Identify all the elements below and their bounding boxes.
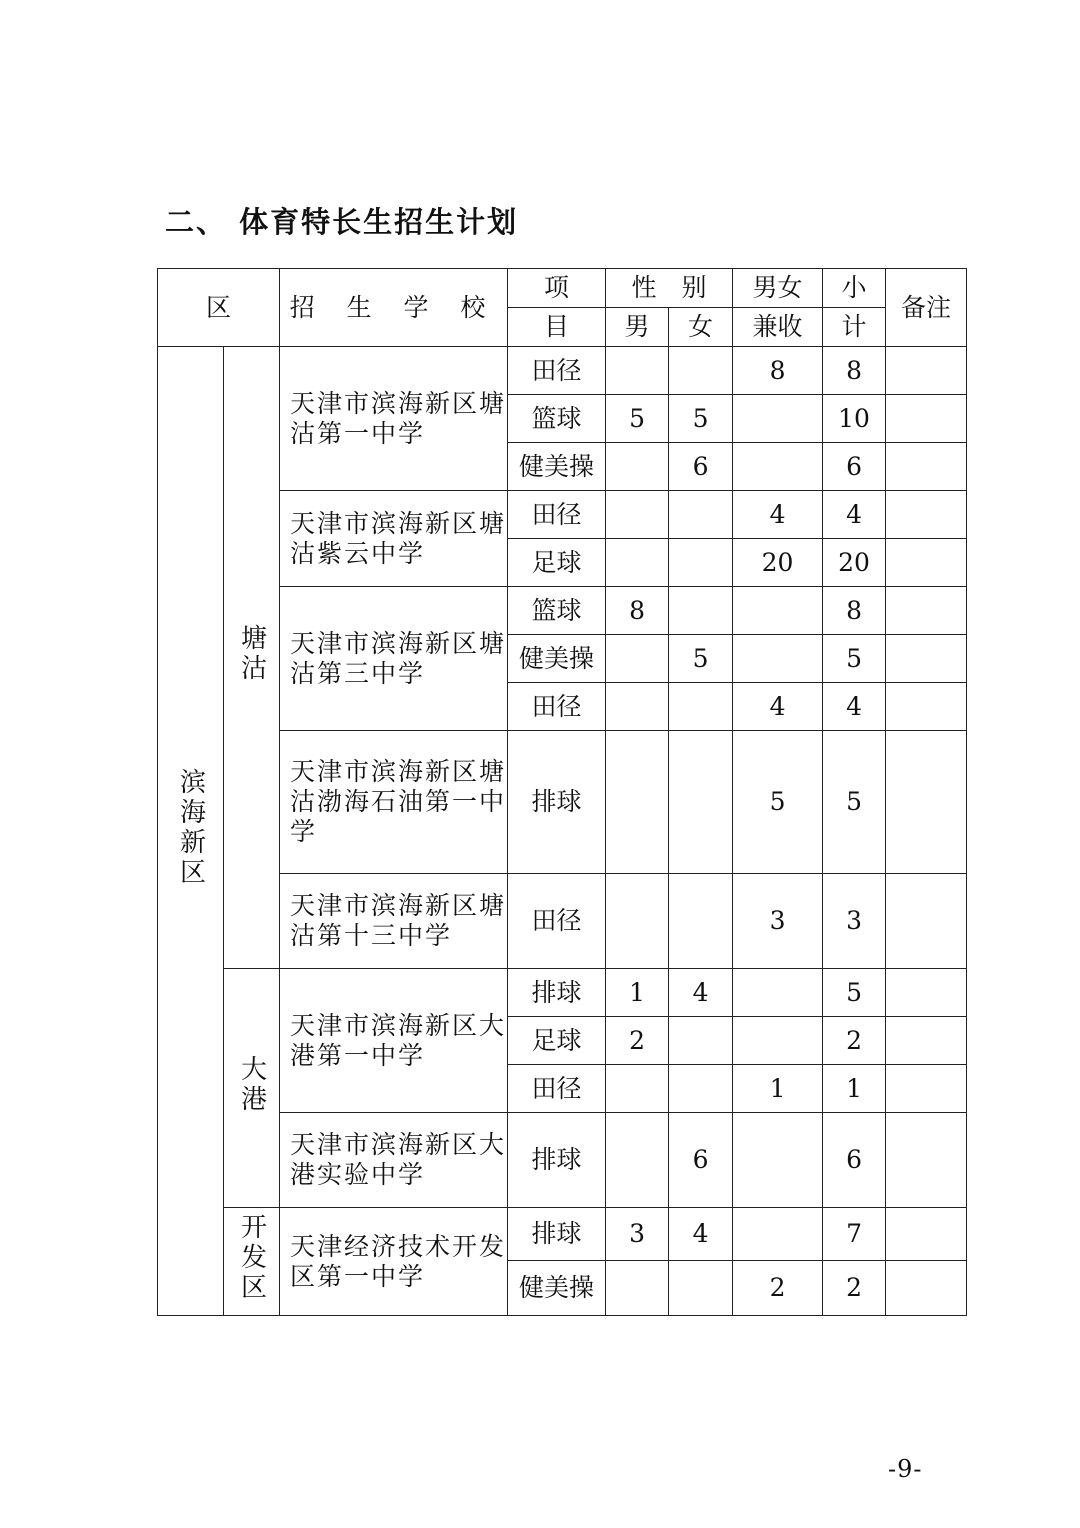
subtotal-cell: 4 bbox=[823, 491, 886, 539]
subtotal-cell: 2 bbox=[823, 1261, 886, 1316]
subtotal-cell: 7 bbox=[823, 1208, 886, 1261]
male-count-cell: 2 bbox=[606, 1017, 669, 1065]
subtotal-cell: 6 bbox=[823, 443, 886, 491]
coed-count-cell: 4 bbox=[733, 491, 823, 539]
female-count-cell bbox=[669, 587, 733, 635]
item-cell: 排球 bbox=[508, 1208, 606, 1261]
female-count-cell: 5 bbox=[669, 395, 733, 443]
male-count-cell bbox=[606, 347, 669, 395]
district-cell bbox=[158, 347, 224, 1316]
remarks-cell bbox=[886, 683, 967, 731]
female-count-cell: 6 bbox=[669, 1113, 733, 1208]
coed-count-cell bbox=[733, 1208, 823, 1261]
subtotal-cell: 8 bbox=[823, 587, 886, 635]
female-count-cell bbox=[669, 683, 733, 731]
female-count-cell: 4 bbox=[669, 1208, 733, 1261]
table-row bbox=[158, 1113, 967, 1208]
male-count-cell: 8 bbox=[606, 587, 669, 635]
female-count-cell: 6 bbox=[669, 443, 733, 491]
coed-count-cell: 3 bbox=[733, 874, 823, 969]
male-count-cell: 1 bbox=[606, 969, 669, 1017]
subtotal-cell: 1 bbox=[823, 1065, 886, 1113]
item-cell: 健美操 bbox=[508, 1261, 606, 1316]
item-cell: 篮球 bbox=[508, 587, 606, 635]
remarks-cell bbox=[886, 874, 967, 969]
school-name: 天津市滨海新区塘沽渤海石油第一中学 bbox=[280, 731, 508, 874]
male-count-cell bbox=[606, 683, 669, 731]
male-count-cell: 5 bbox=[606, 395, 669, 443]
remarks-cell bbox=[886, 1208, 967, 1261]
female-count-cell bbox=[669, 347, 733, 395]
coed-count-cell: 5 bbox=[733, 731, 823, 874]
remarks-cell bbox=[886, 635, 967, 683]
coed-count-cell: 2 bbox=[733, 1261, 823, 1316]
subtotal-cell: 20 bbox=[823, 539, 886, 587]
school-name: 天津市滨海新区塘沽紫云中学 bbox=[280, 491, 508, 587]
male-count-cell bbox=[606, 1113, 669, 1208]
school-name: 天津市滨海新区塘沽第三中学 bbox=[280, 587, 508, 731]
coed-count-cell bbox=[733, 1017, 823, 1065]
female-count-cell bbox=[669, 491, 733, 539]
header-female: 女 bbox=[669, 308, 733, 347]
remarks-cell bbox=[886, 1017, 967, 1065]
subtotal-cell: 5 bbox=[823, 969, 886, 1017]
table-row bbox=[158, 731, 967, 874]
school-name: 天津经济技术开发区第一中学 bbox=[280, 1208, 508, 1316]
subtotal-cell: 5 bbox=[823, 635, 886, 683]
male-count-cell bbox=[606, 874, 669, 969]
subdistrict-label: 大港 bbox=[236, 1054, 267, 1115]
female-count-cell bbox=[669, 1261, 733, 1316]
section-title: 二、 体育特长生招生计划 bbox=[165, 205, 519, 239]
coed-count-cell bbox=[733, 587, 823, 635]
header-subtotal-top: 小 bbox=[823, 269, 886, 308]
item-cell: 田径 bbox=[508, 491, 606, 539]
male-count-cell bbox=[606, 1261, 669, 1316]
remarks-cell bbox=[886, 969, 967, 1017]
remarks-cell bbox=[886, 491, 967, 539]
female-count-cell bbox=[669, 731, 733, 874]
item-cell: 排球 bbox=[508, 1113, 606, 1208]
remarks-cell bbox=[886, 539, 967, 587]
item-cell: 排球 bbox=[508, 969, 606, 1017]
school-name: 天津市滨海新区塘沽第十三中学 bbox=[280, 874, 508, 969]
male-count-cell bbox=[606, 635, 669, 683]
female-count-cell: 5 bbox=[669, 635, 733, 683]
header-coed-bottom: 兼收 bbox=[733, 308, 823, 347]
table-row bbox=[158, 587, 967, 635]
item-cell: 田径 bbox=[508, 874, 606, 969]
subdistrict-cell bbox=[224, 347, 280, 969]
coed-count-cell bbox=[733, 443, 823, 491]
district-label: 滨海新区 bbox=[175, 767, 206, 888]
table-row bbox=[158, 491, 967, 539]
coed-count-cell: 20 bbox=[733, 539, 823, 587]
coed-count-cell bbox=[733, 395, 823, 443]
item-cell: 田径 bbox=[508, 347, 606, 395]
remarks-cell bbox=[886, 347, 967, 395]
school-name: 天津市滨海新区大港第一中学 bbox=[280, 969, 508, 1113]
male-count-cell bbox=[606, 443, 669, 491]
subtotal-cell: 6 bbox=[823, 1113, 886, 1208]
item-cell: 排球 bbox=[508, 731, 606, 874]
item-cell: 田径 bbox=[508, 683, 606, 731]
subtotal-cell: 10 bbox=[823, 395, 886, 443]
remarks-cell bbox=[886, 1065, 967, 1113]
item-cell: 足球 bbox=[508, 539, 606, 587]
male-count-cell bbox=[606, 731, 669, 874]
male-count-cell: 3 bbox=[606, 1208, 669, 1261]
header-item-bottom: 目 bbox=[508, 308, 606, 347]
header-row bbox=[158, 269, 967, 308]
male-count-cell bbox=[606, 491, 669, 539]
subtotal-cell: 4 bbox=[823, 683, 886, 731]
page-number: -9- bbox=[888, 1455, 923, 1483]
enrollment-plan-table bbox=[157, 268, 967, 1316]
header-subtotal-bottom: 计 bbox=[823, 308, 886, 347]
remarks-cell bbox=[886, 731, 967, 874]
remarks-cell bbox=[886, 587, 967, 635]
subtotal-cell: 5 bbox=[823, 731, 886, 874]
coed-count-cell: 4 bbox=[733, 683, 823, 731]
male-count-cell bbox=[606, 1065, 669, 1113]
coed-count-cell: 1 bbox=[733, 1065, 823, 1113]
subtotal-cell: 2 bbox=[823, 1017, 886, 1065]
remarks-cell bbox=[886, 395, 967, 443]
item-cell: 田径 bbox=[508, 1065, 606, 1113]
subtotal-cell: 3 bbox=[823, 874, 886, 969]
male-count-cell bbox=[606, 539, 669, 587]
table-row bbox=[158, 1208, 967, 1261]
female-count-cell: 4 bbox=[669, 969, 733, 1017]
item-cell: 健美操 bbox=[508, 635, 606, 683]
table-row bbox=[158, 874, 967, 969]
school-name: 天津市滨海新区塘沽第一中学 bbox=[280, 347, 508, 491]
header-male: 男 bbox=[606, 308, 669, 347]
school-name: 天津市滨海新区大港实验中学 bbox=[280, 1113, 508, 1208]
subtotal-cell: 8 bbox=[823, 347, 886, 395]
subdistrict-label: 塘沽 bbox=[236, 624, 267, 684]
subdistrict-cell bbox=[224, 1208, 280, 1316]
remarks-cell bbox=[886, 443, 967, 491]
table-row bbox=[158, 969, 967, 1017]
coed-count-cell bbox=[733, 969, 823, 1017]
remarks-cell bbox=[886, 1113, 967, 1208]
header-remarks: 备注 bbox=[886, 269, 967, 347]
header-district: 区 bbox=[158, 269, 280, 347]
subdistrict-cell bbox=[224, 969, 280, 1208]
header-school: 招 生 学 校 bbox=[280, 269, 508, 347]
female-count-cell bbox=[669, 1065, 733, 1113]
coed-count-cell: 8 bbox=[733, 347, 823, 395]
subdistrict-label: 开发区 bbox=[236, 1213, 267, 1303]
header-coed-top: 男女 bbox=[733, 269, 823, 308]
item-cell: 篮球 bbox=[508, 395, 606, 443]
header-item-top: 项 bbox=[508, 269, 606, 308]
female-count-cell bbox=[669, 1017, 733, 1065]
female-count-cell bbox=[669, 539, 733, 587]
coed-count-cell bbox=[733, 1113, 823, 1208]
female-count-cell bbox=[669, 874, 733, 969]
item-cell: 健美操 bbox=[508, 443, 606, 491]
table-row bbox=[158, 347, 967, 395]
coed-count-cell bbox=[733, 635, 823, 683]
item-cell: 足球 bbox=[508, 1017, 606, 1065]
remarks-cell bbox=[886, 1261, 967, 1316]
header-gender: 性 别 bbox=[606, 269, 733, 308]
